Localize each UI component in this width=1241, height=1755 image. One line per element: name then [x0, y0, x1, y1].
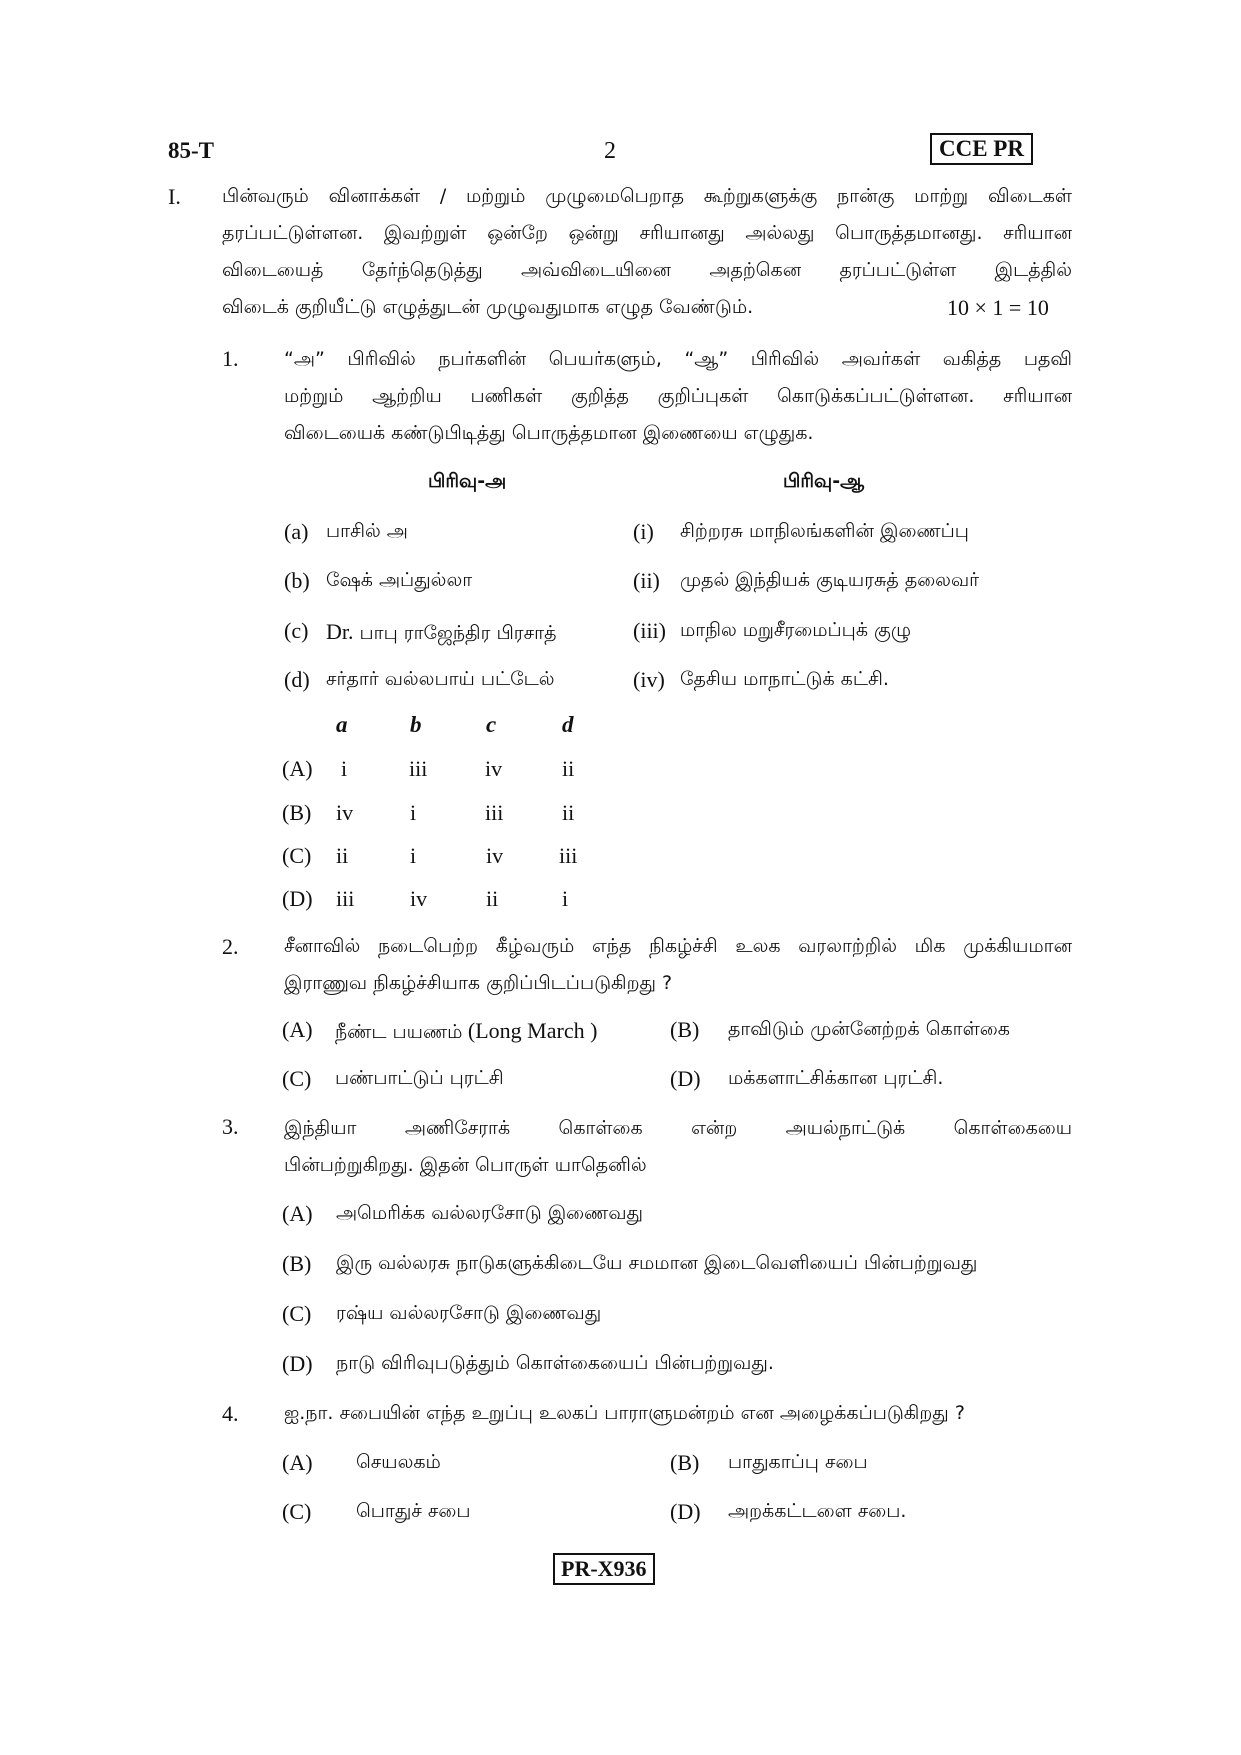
match-value: iv [336, 800, 354, 825]
paper-code: 85-T [168, 138, 214, 163]
section-instructions [222, 178, 1072, 326]
question-text [284, 340, 1072, 451]
match-header: d [562, 712, 574, 737]
question-number: 3. [222, 1114, 239, 1139]
question-line: இந்தியா அணிசேராக் கொள்கை என்ற அயல்நாட்டுக் கொள்கையை [284, 1117, 1072, 1139]
question-text [284, 1109, 1072, 1183]
match-value: ii [562, 800, 575, 825]
column-b-heading: பிரிவு-ஆ [783, 470, 865, 492]
match-option-label: (A) [282, 756, 313, 781]
column-a-item: ஷேக் அப்துல்லா [326, 569, 473, 591]
question-line: இராணுவ நிகழ்ச்சியாக குறிப்பிடப்படுகிறது ? [284, 972, 673, 994]
column-b-label: (iii) [633, 618, 666, 643]
option-label: (A) [282, 1450, 313, 1475]
section-marks: 10 × 1 = 10 [947, 295, 1049, 320]
match-value: i [410, 800, 417, 825]
question-line: விடையைக் கண்டுபிடித்து பொருத்தமான இணையை எழுதுக. [284, 422, 814, 444]
match-option-label: (C) [282, 843, 312, 868]
match-value: iv [485, 756, 503, 781]
match-header: c [486, 712, 497, 737]
option-text: நாடு விரிவுபடுத்தும் கொள்கையைப் பின்பற்றுவது. [336, 1352, 774, 1374]
section-number: I. [168, 184, 181, 209]
option-label: (B) [282, 1251, 312, 1276]
option-text-english: (Long March ) [462, 1018, 598, 1043]
question-line: பின்பற்றுகிறது. இதன் பொருள் யாதெனில் [284, 1154, 647, 1176]
instruction-line: விடையைத் தேர்ந்தெடுத்து அவ்விடையினை அதற்கென தரப்பட்டுள்ள இடத்தில் [222, 259, 1072, 281]
match-option-label: (D) [282, 886, 313, 911]
column-a-label: (b) [284, 568, 310, 593]
column-b-label: (iv) [633, 667, 665, 692]
match-value: iii [485, 800, 504, 825]
option-label: (B) [670, 1017, 700, 1042]
option-text: அறக்கட்டளை சபை. [728, 1500, 907, 1522]
question-text [284, 927, 1072, 1001]
column-a-label: (d) [284, 667, 310, 692]
match-value: iii [409, 756, 428, 781]
column-a-item: Dr. பாபு ராஜேந்திர பிரசாத் [326, 619, 557, 644]
question-text: ஐ.நா. சபையின் எந்த உறுப்பு உலகப் பாராளுமன்றம் என அழைக்கப்படுகிறது ? [284, 1402, 965, 1424]
option-text: பண்பாட்டுப் புரட்சி [335, 1067, 504, 1089]
page-number: 2 [604, 138, 616, 164]
match-value: iii [336, 886, 355, 911]
match-header: b [410, 712, 422, 737]
option-label: (C) [282, 1066, 312, 1091]
match-value: i [341, 756, 348, 781]
series-box: CCE PR [930, 133, 1033, 165]
question-line: மற்றும் ஆற்றிய பணிகள் குறித்த குறிப்புகள் கொடுக்கப்பட்டுள்ளன. சரியான [284, 385, 1072, 407]
footer-code-box: PR-X936 [553, 1553, 655, 1585]
instruction-line: விடைக் குறியீட்டு எழுத்துடன் முழுவதுமாக எழுத வேண்டும். [222, 296, 754, 318]
option-text [335, 1018, 597, 1046]
column-b-item: தேசிய மாநாட்டுக் கட்சி. [680, 668, 889, 690]
option-text: ரஷ்ய வல்லரசோடு இணைவது [336, 1302, 602, 1324]
column-a-item: சர்தார் வல்லபாய் பட்டேல் [326, 668, 555, 690]
match-value: iii [559, 843, 578, 868]
option-label: (A) [282, 1017, 313, 1042]
column-b-item: சிற்றரசு மாநிலங்களின் இணைப்பு [680, 520, 969, 542]
match-value: i [410, 843, 417, 868]
option-text: அமெரிக்க வல்லரசோடு இணைவது [336, 1202, 643, 1224]
match-value: i [562, 886, 569, 911]
question-line: “அ” பிரிவில் நபர்களின் பெயர்களும், “ஆ” பிரிவில் அவர்கள் வகித்த பதவி [284, 348, 1072, 370]
option-label: (D) [670, 1499, 701, 1524]
instruction-line: பின்வரும் வினாக்கள் / மற்றும் முழுமைபெறாத கூற்றுகளுக்கு நான்கு மாற்று விடைகள் [222, 185, 1072, 207]
option-text-tamil: நீண்ட பயணம் [335, 1021, 463, 1043]
match-value: ii [562, 756, 575, 781]
match-value: iv [410, 886, 428, 911]
question-number: 2. [222, 934, 239, 959]
column-b-label: (i) [633, 519, 654, 544]
question-line: சீனாவில் நடைபெற்ற கீழ்வரும் எந்த நிகழ்ச்சி உலக வரலாற்றில் மிக முக்கியமான [284, 935, 1072, 957]
column-a-heading: பிரிவு-அ [428, 470, 507, 492]
question-number: 4. [222, 1401, 239, 1426]
option-label: (D) [282, 1351, 313, 1376]
option-text: இரு வல்லரசு நாடுகளுக்கிடையே சமமான இடைவெளியைப் பின்பற்றுவது [336, 1252, 978, 1274]
match-option-label: (B) [282, 800, 312, 825]
option-text: செயலகம் [356, 1451, 441, 1473]
question-number: 1. [222, 346, 239, 371]
column-a-item: பாசில் அ [326, 520, 408, 542]
option-label: (C) [282, 1499, 312, 1524]
instruction-line: தரப்பட்டுள்ளன. இவற்றுள் ஒன்றே ஒன்று சரியானது அல்லது பொருத்தமானது. சரியான [222, 222, 1072, 244]
match-value: ii [336, 843, 349, 868]
column-b-item: முதல் இந்தியக் குடியரசுத் தலைவர் [680, 569, 980, 591]
column-b-label: (ii) [633, 568, 660, 593]
column-a-label: (c) [284, 618, 309, 643]
match-value: iv [486, 843, 504, 868]
column-b-item: மாநில மறுசீரமைப்புக் குழு [680, 619, 912, 641]
option-text: தாவிடும் முன்னேற்றக் கொள்கை [728, 1018, 1010, 1040]
option-label: (B) [670, 1450, 700, 1475]
option-text: பொதுச் சபை [356, 1500, 471, 1522]
option-text: பாதுகாப்பு சபை [728, 1451, 868, 1473]
match-value: ii [486, 886, 499, 911]
column-a-label: (a) [284, 519, 309, 544]
match-header: a [336, 712, 348, 737]
option-text: மக்களாட்சிக்கான புரட்சி. [728, 1067, 944, 1089]
option-label: (C) [282, 1301, 312, 1326]
option-label: (D) [670, 1066, 701, 1091]
option-label: (A) [282, 1201, 313, 1226]
